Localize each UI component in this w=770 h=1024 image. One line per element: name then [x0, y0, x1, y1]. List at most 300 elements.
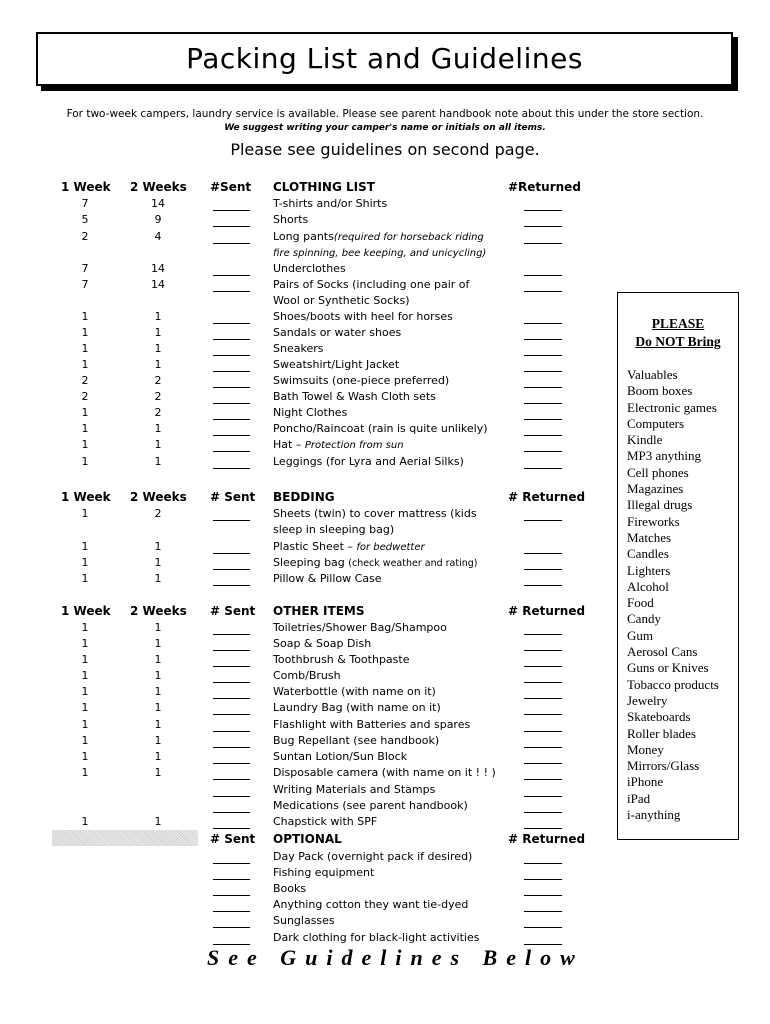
do-not-bring-item: Fireworks — [627, 513, 680, 529]
list-item — [0, 882, 600, 898]
returned-blank[interactable] — [524, 230, 562, 244]
returned-blank[interactable] — [524, 390, 562, 404]
item-label — [273, 882, 306, 895]
returned-blank[interactable] — [524, 815, 562, 829]
item-label — [273, 669, 341, 682]
item-label — [273, 438, 404, 451]
item-label — [273, 850, 472, 863]
do-not-bring-item: Illegal drugs — [627, 497, 693, 513]
item-note: Protection from sun — [304, 440, 404, 451]
sent-blank[interactable] — [213, 230, 250, 244]
returned-blank[interactable] — [524, 197, 562, 211]
item-label — [273, 406, 347, 419]
item-label — [273, 637, 371, 650]
do-not-bring-item: Candy — [627, 611, 661, 627]
item-label — [273, 556, 478, 569]
qty-1-week: 1 — [81, 406, 89, 419]
sent-blank[interactable] — [213, 766, 250, 780]
do-not-bring-item: Valuables — [627, 367, 678, 382]
header-returned: # Returned — [508, 832, 586, 846]
qty-1-week: 1 — [81, 685, 89, 698]
do-not-bring-item: Aerosol Cans — [627, 644, 698, 660]
qty-2-weeks: 1 — [154, 438, 162, 451]
sent-blank[interactable] — [213, 621, 250, 635]
do-not-bring-heading: PLEASE — [651, 316, 705, 331]
item-text: Fishing equipment — [273, 866, 375, 879]
sent-blank[interactable] — [213, 572, 250, 586]
qty-2-weeks: 2 — [154, 390, 162, 403]
item-text: Soap & Soap Dish — [273, 637, 372, 650]
item-label — [273, 898, 468, 911]
do-not-bring-item: Magazines — [627, 481, 684, 497]
list-item — [0, 278, 600, 294]
list-item — [0, 850, 600, 866]
do-not-bring-item: Electronic games — [627, 399, 717, 415]
do-not-bring-item: Alcohol — [627, 578, 669, 594]
qty-1-week: 1 — [81, 572, 89, 585]
item-label — [273, 374, 449, 387]
item-text: Long pants — [273, 230, 334, 243]
item-label — [273, 799, 468, 812]
list-item — [0, 734, 600, 750]
returned-blank[interactable] — [524, 734, 562, 748]
qty-2-weeks: 14 — [151, 278, 165, 291]
qty-2-weeks: 2 — [154, 374, 162, 387]
item-text: T-shirts and/or Shirts — [273, 197, 388, 210]
do-not-bring-item: Lighters — [627, 562, 671, 578]
header-sent: # Sent — [210, 604, 256, 618]
qty-1-week: 1 — [81, 734, 89, 747]
item-continuation: sleep in sleeping bag) — [273, 523, 395, 536]
header-returned: # Returned — [508, 490, 586, 504]
returned-blank[interactable] — [524, 750, 562, 764]
item-text: Pillow & Pillow Case — [273, 572, 382, 585]
item-text: Hat – — [273, 438, 305, 451]
sent-blank[interactable] — [213, 197, 250, 211]
returned-blank[interactable] — [524, 866, 562, 880]
item-text: Books — [273, 882, 307, 895]
item-label — [273, 455, 464, 468]
do-not-bring-item: Mirrors/Glass — [627, 758, 700, 774]
do-not-bring-item: Food — [627, 595, 654, 611]
qty-2-weeks: 1 — [154, 701, 162, 714]
qty-1-week: 1 — [81, 455, 89, 468]
returned-blank[interactable] — [524, 556, 562, 570]
item-text: Day Pack (overnight pack if desired) — [273, 850, 473, 863]
sent-blank[interactable] — [213, 815, 250, 829]
qty-2-weeks: 1 — [154, 342, 162, 355]
item-note: (required for horseback riding — [333, 232, 484, 243]
qty-2-weeks: 1 — [154, 815, 162, 828]
sent-blank[interactable] — [213, 685, 250, 699]
list-item — [0, 294, 600, 310]
returned-blank[interactable] — [524, 374, 562, 388]
item-label — [273, 390, 436, 403]
qty-1-week: 2 — [81, 390, 89, 403]
qty-2-weeks: 1 — [154, 556, 162, 569]
item-label — [273, 572, 382, 585]
returned-blank[interactable] — [524, 931, 562, 945]
item-label — [273, 653, 409, 666]
item-text: Laundry Bag (with name on it) — [273, 701, 441, 714]
do-not-bring-item: Guns or Knives — [627, 660, 709, 676]
qty-1-week: 1 — [81, 669, 89, 682]
returned-blank[interactable] — [524, 718, 562, 732]
header-returned: #Returned — [508, 180, 581, 194]
item-label — [273, 540, 425, 553]
list-item — [0, 262, 600, 278]
item-text: Sleeping bag — [273, 556, 349, 569]
do-not-bring-box — [617, 292, 739, 840]
returned-blank[interactable] — [524, 358, 562, 372]
item-text: Shorts — [273, 213, 309, 226]
do-not-bring-item: Kindle — [627, 432, 663, 448]
qty-2-weeks: 14 — [151, 197, 165, 210]
item-label — [273, 815, 377, 828]
qty-1-week: 1 — [81, 556, 89, 569]
do-not-bring-item: iPad — [627, 790, 651, 806]
qty-1-week: 1 — [81, 815, 89, 828]
item-text: Underclothes — [273, 262, 346, 275]
returned-blank[interactable] — [524, 342, 562, 356]
list-item — [0, 783, 600, 799]
returned-blank[interactable] — [524, 850, 562, 864]
sent-blank[interactable] — [213, 406, 250, 420]
qty-1-week: 2 — [81, 230, 89, 243]
sent-blank[interactable] — [213, 931, 250, 945]
header-2-weeks: 2 Weeks — [130, 490, 187, 504]
sent-blank[interactable] — [213, 701, 250, 715]
list-item — [0, 455, 600, 471]
item-text: Toiletries/Shower Bag/Shampoo — [273, 621, 447, 634]
do-not-bring-item: Cell phones — [627, 464, 689, 480]
qty-2-weeks: 1 — [154, 685, 162, 698]
sent-blank[interactable] — [213, 262, 250, 276]
do-not-bring-item: Matches — [627, 529, 672, 545]
qty-2-weeks: 1 — [154, 718, 162, 731]
item-label — [273, 326, 401, 339]
returned-blank[interactable] — [524, 213, 562, 227]
list-item — [0, 799, 600, 815]
list-item — [0, 701, 600, 717]
qty-1-week: 1 — [81, 701, 89, 714]
do-not-bring-item: Skateboards — [627, 709, 691, 725]
qty-2-weeks: 1 — [154, 653, 162, 666]
sent-blank[interactable] — [213, 374, 250, 388]
item-label — [273, 278, 469, 291]
sent-blank[interactable] — [213, 455, 250, 469]
item-text: Poncho/Raincoat (rain is quite unlikely) — [273, 422, 488, 435]
sent-blank[interactable] — [213, 799, 250, 813]
do-not-bring-item: Candles — [627, 546, 669, 562]
item-text: Night Clothes — [273, 406, 348, 419]
list-item — [0, 438, 600, 454]
do-not-bring-item: MP3 anything — [627, 448, 702, 464]
item-text: Pairs of Socks (including one pair of — [273, 278, 470, 291]
sent-blank[interactable] — [213, 358, 250, 372]
footer-guidelines: See Guidelines Below — [207, 945, 584, 970]
item-label — [273, 766, 496, 779]
sent-blank[interactable] — [213, 898, 250, 912]
qty-1-week: 2 — [81, 374, 89, 387]
list-item — [0, 422, 600, 438]
list-item — [0, 390, 600, 406]
qty-2-weeks: 1 — [154, 326, 162, 339]
qty-1-week: 1 — [81, 507, 89, 520]
qty-2-weeks: 14 — [151, 262, 165, 275]
item-label — [273, 783, 435, 796]
sent-blank[interactable] — [213, 718, 250, 732]
sent-blank[interactable] — [213, 556, 250, 570]
item-text: Plastic Sheet – — [273, 540, 357, 553]
list-item — [0, 230, 600, 246]
qty-2-weeks: 1 — [154, 358, 162, 371]
qty-2-weeks: 1 — [154, 455, 162, 468]
list-item — [0, 766, 600, 782]
qty-1-week: 5 — [81, 213, 89, 226]
item-text: Writing Materials and Stamps — [273, 783, 436, 796]
item-label — [273, 914, 335, 927]
item-text: Sneakers — [273, 342, 324, 355]
section-title: BEDDING — [273, 490, 335, 504]
returned-blank[interactable] — [524, 898, 562, 912]
returned-blank[interactable] — [524, 637, 562, 651]
returned-blank[interactable] — [524, 406, 562, 420]
returned-blank[interactable] — [524, 438, 562, 452]
sent-blank[interactable] — [213, 783, 250, 797]
intro-laundry-note: For two-week campers, laundry service is available. Please see parent handbook note about this under the store section. — [66, 108, 704, 120]
item-label — [273, 718, 470, 731]
qty-1-week: 1 — [81, 718, 89, 731]
item-text: Comb/Brush — [273, 669, 341, 682]
qty-2-weeks: 1 — [154, 669, 162, 682]
item-text: Dark clothing for black-light activities — [273, 931, 480, 944]
returned-blank[interactable] — [524, 278, 562, 292]
section-title: OTHER ITEMS — [273, 604, 365, 618]
do-not-bring-item: iPhone — [627, 774, 664, 790]
list-item — [0, 815, 600, 831]
do-not-bring-item: Gum — [627, 627, 653, 643]
sent-blank[interactable] — [213, 213, 250, 227]
returned-blank[interactable] — [524, 783, 562, 797]
returned-blank[interactable] — [524, 455, 562, 469]
sent-blank[interactable] — [213, 866, 250, 880]
qty-2-weeks: 2 — [154, 406, 162, 419]
item-text: Sheets (twin) to cover mattress (kids — [273, 507, 477, 520]
do-not-bring-subheading: Do NOT Bring — [635, 334, 721, 349]
header-2-weeks: 2 Weeks — [130, 604, 187, 618]
item-note-small: (check weather and rating) — [348, 558, 478, 569]
sent-blank[interactable] — [213, 310, 250, 324]
item-label — [273, 507, 477, 520]
sent-blank[interactable] — [213, 850, 250, 864]
list-item — [0, 750, 600, 766]
section-title: OPTIONAL — [273, 832, 342, 846]
sent-blank[interactable] — [213, 882, 250, 896]
qty-2-weeks: 1 — [154, 750, 162, 763]
item-text: Bath Towel & Wash Cloth sets — [273, 390, 436, 403]
qty-1-week: 1 — [81, 358, 89, 371]
qty-2-weeks: 1 — [154, 766, 162, 779]
item-label — [273, 750, 407, 763]
list-item — [0, 914, 600, 930]
qty-2-weeks: 1 — [154, 422, 162, 435]
list-item — [0, 556, 600, 572]
do-not-bring-list — [618, 367, 738, 823]
list-item — [0, 342, 600, 358]
item-text: Disposable camera (with name on it ! ! ) — [273, 766, 496, 779]
item-label — [273, 866, 374, 879]
item-label — [273, 262, 346, 275]
list-item — [0, 310, 600, 326]
returned-blank[interactable] — [524, 621, 562, 635]
item-text: Medications (see parent handbook) — [273, 799, 468, 812]
qty-2-weeks: 1 — [154, 621, 162, 634]
returned-blank[interactable] — [524, 799, 562, 813]
header-1-week: 1 Week — [61, 604, 111, 618]
list-item — [0, 718, 600, 734]
qty-2-weeks: 2 — [154, 507, 162, 520]
title-box — [36, 32, 733, 86]
item-label — [273, 342, 323, 355]
intro-name-suggestion: We suggest writing your camper's name or initials on all items. — [224, 123, 546, 133]
returned-blank[interactable] — [524, 262, 562, 276]
returned-blank[interactable] — [524, 572, 562, 586]
qty-2-weeks: 1 — [154, 540, 162, 553]
returned-blank[interactable] — [524, 669, 562, 683]
qty-1-week: 7 — [81, 278, 89, 291]
qty-2-weeks: 1 — [154, 637, 162, 650]
returned-blank[interactable] — [524, 422, 562, 436]
returned-blank[interactable] — [524, 326, 562, 340]
do-not-bring-item: Roller blades — [627, 725, 696, 741]
qty-1-week: 1 — [81, 422, 89, 435]
item-text: Bug Repellant (see handbook) — [273, 734, 440, 747]
qty-1-week: 1 — [81, 310, 89, 323]
header-2-weeks: 2 Weeks — [130, 180, 187, 194]
item-note: fire spinning, bee keeping, and unicycling) — [273, 248, 487, 259]
header-sent: # Sent — [210, 490, 256, 504]
returned-blank[interactable] — [524, 701, 562, 715]
returned-blank[interactable] — [524, 653, 562, 667]
sent-blank[interactable] — [213, 390, 250, 404]
item-text: Chapstick with SPF — [273, 815, 378, 828]
qty-2-weeks: 1 — [154, 310, 162, 323]
list-item — [0, 507, 600, 523]
do-not-bring-item: Boom boxes — [627, 383, 693, 399]
sent-blank[interactable] — [213, 637, 250, 651]
qty-2-weeks: 9 — [154, 213, 162, 226]
do-not-bring-item: Computers — [627, 415, 685, 431]
returned-blank[interactable] — [524, 507, 562, 521]
list-item — [0, 197, 600, 213]
list-item — [0, 374, 600, 390]
sent-blank[interactable] — [213, 326, 250, 340]
list-item — [0, 653, 600, 669]
do-not-bring-item: Tobacco products — [627, 676, 719, 692]
list-item — [0, 358, 600, 374]
returned-blank[interactable] — [524, 914, 562, 928]
qty-2-weeks: 1 — [154, 734, 162, 747]
qty-1-week: 7 — [81, 262, 89, 275]
list-item — [0, 572, 600, 588]
sent-blank[interactable] — [213, 750, 250, 764]
returned-blank[interactable] — [524, 685, 562, 699]
page-title: Packing List and Guidelines — [186, 42, 583, 75]
item-label — [273, 621, 447, 634]
qty-1-week: 1 — [81, 438, 89, 451]
list-item — [0, 326, 600, 342]
qty-1-week: 7 — [81, 197, 89, 210]
qty-1-week: 1 — [81, 342, 89, 355]
item-text: Waterbottle (with name on it) — [273, 685, 436, 698]
item-label — [273, 358, 399, 371]
qty-1-week: 1 — [81, 637, 89, 650]
returned-blank[interactable] — [524, 310, 562, 324]
item-label — [273, 310, 453, 323]
qty-2-weeks: 1 — [154, 572, 162, 585]
item-text: Swimsuits (one-piece preferred) — [273, 374, 450, 387]
item-text: Shoes/boots with heel for horses — [273, 310, 453, 323]
item-label — [273, 701, 441, 714]
list-item — [0, 621, 600, 637]
item-text: Suntan Lotion/Sun Block — [273, 750, 408, 763]
shaded-cell — [52, 830, 198, 846]
list-item — [0, 866, 600, 882]
sent-blank[interactable] — [213, 914, 250, 928]
sent-blank[interactable] — [213, 278, 250, 292]
qty-1-week: 1 — [81, 621, 89, 634]
item-label — [273, 685, 436, 698]
returned-blank[interactable] — [524, 766, 562, 780]
item-note: for bedwetter — [356, 542, 425, 553]
list-item — [0, 685, 600, 701]
qty-1-week: 1 — [81, 766, 89, 779]
list-item — [0, 246, 600, 262]
header-1-week: 1 Week — [61, 180, 111, 194]
sent-blank[interactable] — [213, 734, 250, 748]
sent-blank[interactable] — [213, 342, 250, 356]
sent-blank[interactable] — [213, 653, 250, 667]
item-label — [273, 422, 488, 435]
header-sent: #Sent — [210, 180, 252, 194]
returned-blank[interactable] — [524, 882, 562, 896]
item-text: Sandals or water shoes — [273, 326, 402, 339]
header-1-week: 1 Week — [61, 490, 111, 504]
header-returned: # Returned — [508, 604, 586, 618]
sent-blank[interactable] — [213, 669, 250, 683]
item-continuation — [273, 246, 486, 259]
sent-blank[interactable] — [213, 540, 250, 554]
item-text: Sunglasses — [273, 914, 335, 927]
header-sent: # Sent — [210, 832, 256, 846]
returned-blank[interactable] — [524, 540, 562, 554]
item-label — [273, 230, 484, 243]
do-not-bring-item: Money — [627, 741, 664, 757]
sent-blank[interactable] — [213, 438, 250, 452]
qty-1-week: 1 — [81, 653, 89, 666]
list-item — [0, 540, 600, 556]
sent-blank[interactable] — [213, 422, 250, 436]
sent-blank[interactable] — [213, 507, 250, 521]
item-text: Sweatshirt/Light Jacket — [273, 358, 400, 371]
intro-guidelines-note: Please see guidelines on second page. — [230, 140, 540, 159]
list-item — [0, 406, 600, 422]
item-continuation: Wool or Synthetic Socks) — [273, 294, 410, 307]
qty-1-week: 1 — [81, 326, 89, 339]
list-item — [0, 669, 600, 685]
item-label — [273, 734, 439, 747]
